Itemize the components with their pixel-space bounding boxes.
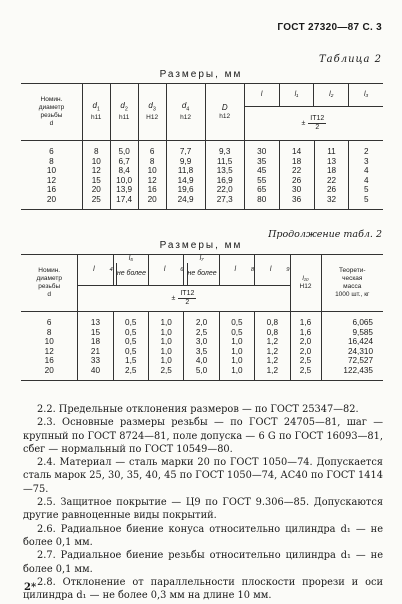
t2-col-mass: 6,065 9,585 16,424 24,310 72,527 122,435: [321, 312, 383, 381]
table-label: Таблица 2: [318, 54, 382, 65]
t2-col-l4: 13 15 18 21 33 40: [78, 312, 113, 381]
t2-header-tolerance: [78, 255, 290, 312]
t1-col-d1: 8 10 12 15 20 25: [82, 141, 110, 210]
t1-header-l2: l₂: [313, 84, 348, 106]
t1-header-d4: $d_4$ h12: [166, 84, 205, 141]
t1-tolerance-formula: ± $\frac{IT12}{2}$: [301, 115, 325, 131]
t2-header-mass: Теорети- ческая масса 1000 шт., кг: [321, 255, 383, 312]
t1-col-d3: 6 8 10 12 16 20: [138, 141, 166, 210]
t1-col-D: 9,3 11,5 13,5 16,9 22,0 27,3: [205, 141, 244, 210]
t1-header-diameter: Номин. диаметр резьбы d: [21, 84, 82, 141]
t2-tolerance-formula: ± $\frac{IT12}{2}$: [171, 290, 195, 306]
t2-col-diameter: 6 8 10 12 16 20: [21, 312, 78, 381]
t2-col-l5: 0,5 0,5 0,5 0,5 1,5 2,5: [113, 312, 148, 381]
table2: [21, 254, 383, 381]
page-header: ГОСТ 27320—87 С. 3: [277, 22, 382, 33]
table2-caption: Размеры, мм: [159, 240, 243, 251]
t2-col-l6: 1,0 1,0 1,0 1,0 1,0 2,5: [148, 312, 183, 381]
paragraph-2-6: 2.6. Радиальное биение конуса относительно цилиндра d₁ — не более 0,1 мм.: [23, 523, 383, 548]
t1-header-d1: $d_1$ h11: [82, 84, 110, 141]
paragraph-2-5: 2.5. Защитное покрытие — Ц9 по ГОСТ 9.306—85. Допускаются другие равноценные виды покрытий.: [23, 497, 383, 522]
t2-col-l8: 0,5 0,5 1,0 1,0 1,0 1,0: [219, 312, 254, 381]
paragraph-2-8: 2.8. Отклонение от параллельности плоскости прорези и оси цилиндра d₁ — не более 0,3 мм на длине 10 мм.: [23, 576, 383, 602]
t1-col-l3: 2 3 4 4 5 5: [349, 141, 383, 210]
t1-header-l1: l₁: [279, 84, 314, 106]
t1-header-D: D h12: [205, 84, 244, 141]
t1-col-d2: 5,0 6,7 8,4 10,0 13,9 17,4: [110, 141, 138, 210]
paragraph-2-2: 2.2. Предельные отклонения размеров — по ГОСТ 25347—82.: [37, 404, 359, 415]
t2-header-l9: l 9: [254, 255, 289, 285]
t1-col-l1: 14 18 22 26 30 36: [279, 141, 314, 210]
t1-col-d4: 7,7 9,9 11,8 14,9 19,6 24,9: [166, 141, 205, 210]
footer-mark: 2*: [24, 582, 37, 593]
body-text: [23, 403, 383, 602]
t2-header-l6: l 6: [148, 255, 183, 285]
paragraph-2-4: 2.4. Материал — сталь марки 20 по ГОСТ 1050—74. Допускается сталь марок 25, 30, 35, 40, 45 по ГОСТ 1050—74, АС40 по ГОСТ 1414—75.: [23, 457, 383, 495]
t1-col-diameter: 6 8 10 12 16 20: [21, 141, 82, 210]
t2-header-l4: l 4: [93, 266, 113, 273]
t2-header-diameter: Номин. диаметр резьбы d: [21, 255, 78, 312]
t2-header-l7: l₇ не более: [183, 255, 218, 285]
table1-caption: Размеры, мм: [159, 69, 243, 80]
t2-header-l10: l₁₀ H12: [290, 255, 321, 312]
t2-col-l10: 1,6 1,6 2,0 2,0 2,5 2,5: [290, 312, 321, 381]
paragraph-2-3: 2.3. Основные размеры резьбы — по ГОСТ 24705—81, шаг — крупный по ГОСТ 8724—81, поле допуска — 6 G по ГОСТ 16093—81, сбег — нормальный по ГОСТ 10549—80.: [23, 417, 383, 455]
t1-header-d3: $d_3$ H12: [138, 84, 166, 141]
t1-col-l2: 11 13 18 22 26 32: [314, 141, 349, 210]
table1: [21, 83, 383, 210]
t2-col-l7: 2,0 2,5 3,0 3,5 4,0 5,0: [184, 312, 219, 381]
t2-col-l9: 0,8 0,8 1,2 1,2 1,2 1,2: [255, 312, 290, 381]
t1-col-l: 30 35 45 55 65 80: [244, 141, 279, 210]
t2-header-l5: l₅ не более: [113, 255, 148, 285]
t2-header-l8: l 8: [219, 255, 254, 285]
t1-header-d2: $d_2$ h11: [110, 84, 138, 141]
t1-header-l3: l₃: [348, 84, 383, 106]
continuation-label: Продолжение табл. 2: [268, 229, 382, 240]
paragraph-2-7: 2.7. Радиальное биение резьбы относительно цилиндра d₁ — не более 0,1 мм.: [23, 550, 383, 575]
t1-header-tolerance: [244, 84, 383, 141]
t1-header-l: l: [260, 91, 263, 98]
